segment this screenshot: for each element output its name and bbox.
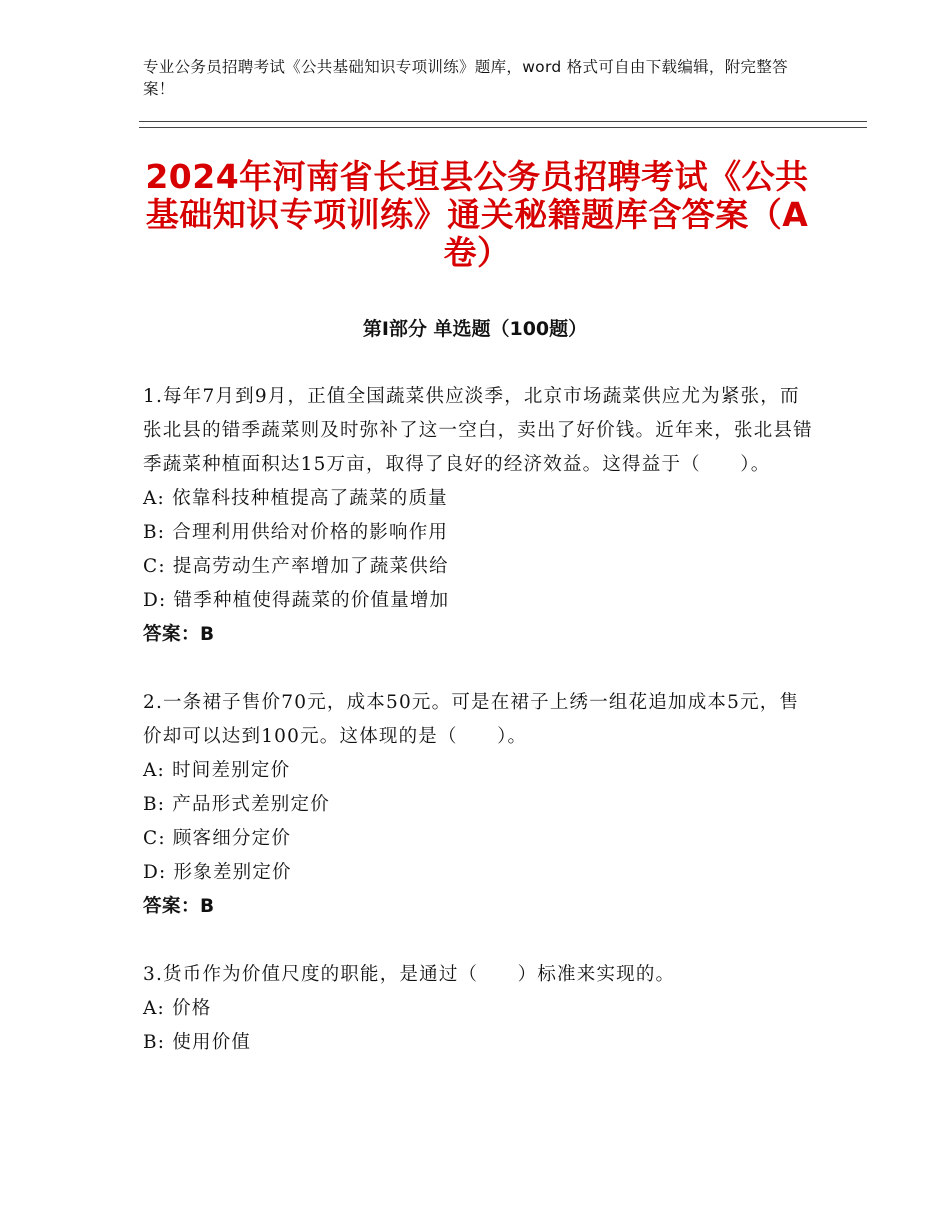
option-b: B: 使用价值	[143, 1032, 252, 1053]
answer-label: 答案：B	[143, 896, 215, 917]
question-list	[143, 380, 813, 1094]
option-b: B: 产品形式差别定价	[143, 794, 330, 815]
option-c: C: 提高劳动生产率增加了蔬菜供给	[143, 556, 449, 577]
option-c: C: 顾客细分定价	[143, 828, 292, 849]
question-stem: 1.每年7月到9月，正值全国蔬菜供应淡季，北京市场蔬菜供应尤为紧张，而张北县的错季蔬菜则及时弥补了这一空白，卖出了好价钱。近年来，张北县错季蔬菜种植面积达15万亩，取得了良好的经济效益。这得益于（ ）。	[143, 386, 813, 475]
option-d: D: 错季种植使得蔬菜的价值量增加	[143, 590, 450, 611]
question-stem: 2.一条裙子售价70元，成本50元。可是在裙子上绣一组花追加成本5元，售价却可以达到100元。这体现的是（ ）。	[143, 692, 800, 747]
option-d: D: 形象差别定价	[143, 862, 292, 883]
question-1	[143, 380, 813, 652]
answer-label: 答案：B	[143, 624, 215, 645]
option-b: B: 合理利用供给对价格的影响作用	[143, 522, 449, 543]
option-a: A: 价格	[143, 998, 212, 1019]
option-a: A: 时间差别定价	[143, 760, 291, 781]
header-note: 专业公务员招聘考试《公共基础知识专项训练》题库，word 格式可自由下载编辑，附完整答案！	[143, 58, 788, 98]
question-stem: 3.货币作为价值尺度的职能，是通过（ ）标准来实现的。	[143, 964, 676, 985]
document-title: 2024年河南省长垣县公务员招聘考试《公共基础知识专项训练》通关秘籍题库含答案（A卷）	[145, 157, 809, 272]
question-3	[143, 958, 813, 1060]
option-a: A: 依靠科技种植提高了蔬菜的质量	[143, 488, 448, 509]
section-title: 第Ⅰ部分 单选题（100题）	[362, 318, 588, 340]
question-2	[143, 686, 813, 924]
header-divider	[139, 121, 867, 128]
